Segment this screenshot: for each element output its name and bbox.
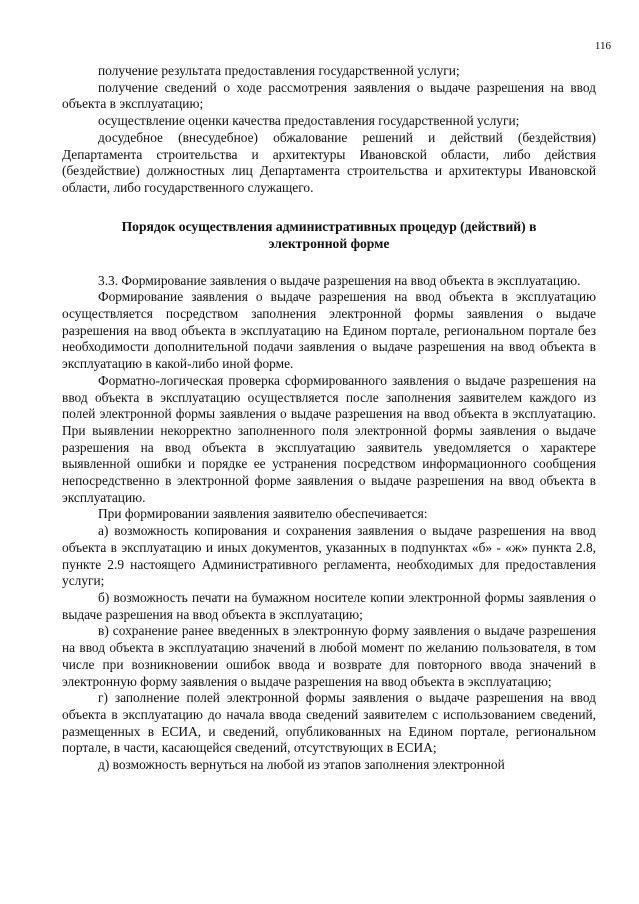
paragraph: При формировании заявления заявителю обеспечивается: — [98, 506, 428, 522]
paragraph: осуществление оценки качества предоставления государственной услуги; — [98, 113, 520, 129]
list-item: а) возможность копирования и сохранения заявления о выдаче разрешения на ввод объекта в эксплуатацию и иных документов, указанных в подпунктах «б» - «ж» пункта 2.8, пункте 2.9 настоящего Административного регламента, необходимых для предоставления услуги; — [62, 523, 596, 589]
list-item: б) возможность печати на бумажном носителе копии электронной формы заявления о выдаче разрешения на ввод объекта в эксплуатацию; — [62, 589, 596, 622]
paragraph: получение результата предоставления государственной услуги; — [98, 63, 460, 78]
paragraph: Форматно-логическая проверка сформированного заявления о выдаче разрешения на ввод объекта в эксплуатацию осуществляется после заполнения заявителем каждого из полей электронной формы заявления о выдаче разрешения на ввод объекта в эксплуатацию. При выявлении некорректно заполненного поля электронной формы заявления о выдаче разрешения на ввод объекта в эксплуатацию заявитель уведомляется о характере выявленной ошибки и порядке ее устранения посредством информационного сообщения непосредственно в электронной форме заявления о выдаче разрешения на ввод объекта в эксплуатацию. — [62, 372, 596, 505]
section-heading-line: электронной форме — [268, 235, 390, 251]
paragraph: Формирование заявления о выдаче разрешения на ввод объекта в эксплуатацию осуществляется посредством заполнения электронной формы заявления о выдаче разрешения на ввод объекта в эксплуатацию на Едином портале, региональном портале без необходимости дополнительной подачи заявления о выдаче разрешения на ввод объекта в эксплуатацию в какой-либо иной форме. — [62, 289, 596, 372]
document-body — [62, 63, 596, 774]
paragraph: досудебное (внесудебное) обжалование решений и действий (бездействия) Департамента строительства и архитектуры Ивановской области, либо действия (бездействие) должностных лиц Департамента строительства и архитектуры Ивановской области, либо государственного служащего. — [62, 129, 596, 195]
paragraph: получение сведений о ходе рассмотрения заявления о выдаче разрешения на ввод объекта в эксплуатацию; — [62, 79, 596, 112]
list-item: г) заполнение полей электронной формы заявления о выдаче разрешения на ввод объекта в эксплуатацию до начала ввода сведений заявителем с использованием сведений, размещенных в ЕСИА, и сведений, опубликованных на Едином портале, региональном портале, в части, касающейся сведений, отсутствующих в ЕСИА; — [62, 690, 596, 756]
list-item: д) возможность вернуться на любой из этапов заполнения электронной — [98, 757, 505, 773]
section-heading — [62, 218, 596, 252]
paragraph: 3.3. Формирование заявления о выдаче разрешения на ввод объекта в эксплуатацию. — [98, 272, 581, 288]
section-heading-line: Порядок осуществления административных процедур (действий) в — [121, 218, 537, 234]
list-item: в) сохранение ранее введенных в электронную форму заявления о выдаче разрешения на ввод объекта в эксплуатацию значений в любой момент по желанию пользователя, в том числе при возникновении ошибок ввода и возврате для повторного ввода значений в электронную форму заявления о выдаче разрешения на ввод объекта в эксплуатацию; — [62, 623, 596, 689]
page-number: 116 — [594, 40, 611, 52]
